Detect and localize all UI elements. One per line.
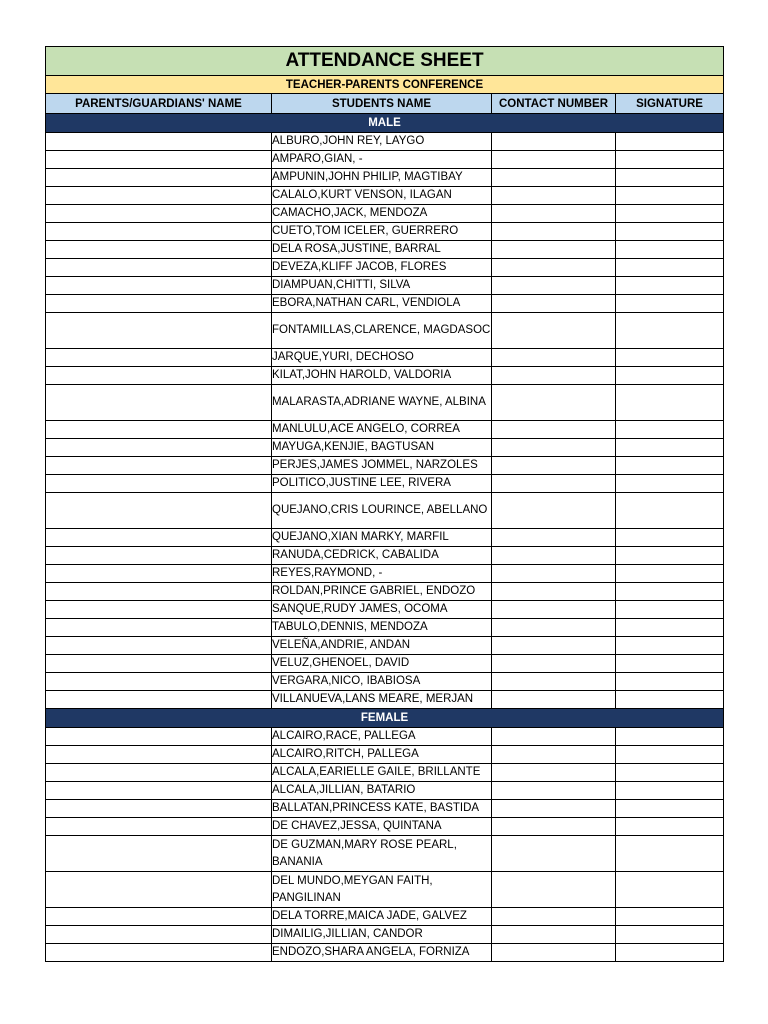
signature-cell[interactable] — [616, 872, 724, 908]
student-name-cell: MALARASTA,ADRIANE WAYNE, ALBINA — [272, 385, 492, 421]
student-name-cell: REYES,RAYMOND, - — [272, 565, 492, 583]
signature-cell[interactable] — [616, 457, 724, 475]
table-row — [46, 818, 724, 836]
contact-number-cell[interactable] — [492, 908, 616, 926]
contact-number-cell[interactable] — [492, 691, 616, 709]
table-row — [46, 800, 724, 818]
parent-name-cell[interactable] — [46, 764, 272, 782]
signature-cell[interactable] — [616, 367, 724, 385]
table-row — [46, 673, 724, 691]
student-name-cell: JARQUE,YURI, DECHOSO — [272, 349, 492, 367]
parent-name-cell[interactable] — [46, 619, 272, 637]
signature-cell[interactable] — [616, 764, 724, 782]
table-row — [46, 782, 724, 800]
parent-name-cell[interactable] — [46, 493, 272, 529]
parent-name-cell[interactable] — [46, 475, 272, 493]
parent-name-cell[interactable] — [46, 439, 272, 457]
parent-name-cell[interactable] — [46, 944, 272, 962]
contact-number-cell[interactable] — [492, 836, 616, 872]
table-row — [46, 439, 724, 457]
parent-name-cell[interactable] — [46, 529, 272, 547]
signature-cell[interactable] — [616, 439, 724, 457]
signature-cell[interactable] — [616, 565, 724, 583]
signature-cell[interactable] — [616, 800, 724, 818]
contact-number-cell[interactable] — [492, 277, 616, 295]
table-row — [46, 637, 724, 655]
table-row — [46, 457, 724, 475]
signature-cell[interactable] — [616, 187, 724, 205]
parent-name-cell[interactable] — [46, 169, 272, 187]
contact-number-cell[interactable] — [492, 133, 616, 151]
contact-number-cell[interactable] — [492, 295, 616, 313]
contact-number-cell[interactable] — [492, 583, 616, 601]
signature-cell[interactable] — [616, 475, 724, 493]
student-name-cell: ALCAIRO,RITCH, PALLEGA — [272, 746, 492, 764]
student-name-cell: DE GUZMAN,MARY ROSE PEARL, BANANIA — [272, 836, 492, 872]
student-name-cell: CAMACHO,JACK, MENDOZA — [272, 205, 492, 223]
student-name-cell: ALCAIRO,RACE, PALLEGA — [272, 728, 492, 746]
contact-number-cell[interactable] — [492, 385, 616, 421]
table-row — [46, 133, 724, 151]
student-name-cell: PERJES,JAMES JOMMEL, NARZOLES — [272, 457, 492, 475]
table-row — [46, 691, 724, 709]
contact-number-cell[interactable] — [492, 782, 616, 800]
table-row — [46, 764, 724, 782]
parent-name-cell[interactable] — [46, 908, 272, 926]
student-name-cell: ALBURO,JOHN REY, LAYGO — [272, 133, 492, 151]
student-name-cell: AMPUNIN,JOHN PHILIP, MAGTIBAY — [272, 169, 492, 187]
contact-number-cell[interactable] — [492, 872, 616, 908]
parent-name-cell[interactable] — [46, 457, 272, 475]
table-row — [46, 259, 724, 277]
contact-number-cell[interactable] — [492, 367, 616, 385]
signature-cell[interactable] — [616, 944, 724, 962]
table-row — [46, 295, 724, 313]
student-name-cell: MANLULU,ACE ANGELO, CORREA — [272, 421, 492, 439]
signature-cell[interactable] — [616, 151, 724, 169]
table-row — [46, 475, 724, 493]
parent-name-cell[interactable] — [46, 637, 272, 655]
student-name-cell: DELA ROSA,JUSTINE, BARRAL — [272, 241, 492, 259]
signature-cell[interactable] — [616, 818, 724, 836]
contact-number-cell[interactable] — [492, 313, 616, 349]
table-row — [46, 223, 724, 241]
signature-cell[interactable] — [616, 655, 724, 673]
section-row-male — [46, 114, 724, 133]
parent-name-cell[interactable] — [46, 728, 272, 746]
sheet-title: ATTENDANCE SHEET — [46, 47, 724, 76]
contact-number-cell[interactable] — [492, 619, 616, 637]
table-row — [46, 241, 724, 259]
column-header-contact: CONTACT NUMBER — [492, 94, 616, 114]
table-row — [46, 728, 724, 746]
student-name-cell: QUEJANO,XIAN MARKY, MARFIL — [272, 529, 492, 547]
student-name-cell: VELEÑA,ANDRIE, ANDAN — [272, 637, 492, 655]
signature-cell[interactable] — [616, 583, 724, 601]
contact-number-cell[interactable] — [492, 493, 616, 529]
attendance-table — [45, 46, 724, 962]
student-name-cell: DEL MUNDO,MEYGAN FAITH, PANGILINAN — [272, 872, 492, 908]
student-name-cell: DIMAILIG,JILLIAN, CANDOR — [272, 926, 492, 944]
parent-name-cell[interactable] — [46, 782, 272, 800]
contact-number-cell[interactable] — [492, 259, 616, 277]
parent-name-cell[interactable] — [46, 151, 272, 169]
signature-cell[interactable] — [616, 547, 724, 565]
parent-name-cell[interactable] — [46, 655, 272, 673]
parent-name-cell[interactable] — [46, 746, 272, 764]
student-name-cell: RANUDA,CEDRICK, CABALIDA — [272, 547, 492, 565]
section-row-female — [46, 709, 724, 728]
table-row — [46, 529, 724, 547]
column-header-row — [46, 94, 724, 114]
student-name-cell: BALLATAN,PRINCESS KATE, BASTIDA — [272, 800, 492, 818]
contact-number-cell[interactable] — [492, 728, 616, 746]
contact-number-cell[interactable] — [492, 764, 616, 782]
parent-name-cell[interactable] — [46, 133, 272, 151]
contact-number-cell[interactable] — [492, 565, 616, 583]
table-row — [46, 872, 724, 908]
table-row — [46, 349, 724, 367]
table-row — [46, 601, 724, 619]
signature-cell[interactable] — [616, 908, 724, 926]
signature-cell[interactable] — [616, 836, 724, 872]
signature-cell[interactable] — [616, 529, 724, 547]
student-name-cell: CUETO,TOM ICELER, GUERRERO — [272, 223, 492, 241]
table-row — [46, 746, 724, 764]
parent-name-cell[interactable] — [46, 872, 272, 908]
table-row — [46, 385, 724, 421]
table-row — [46, 908, 724, 926]
table-row — [46, 277, 724, 295]
student-name-cell: VELUZ,GHENOEL, DAVID — [272, 655, 492, 673]
signature-cell[interactable] — [616, 169, 724, 187]
student-name-cell: DELA TORRE,MAICA JADE, GALVEZ — [272, 908, 492, 926]
parent-name-cell[interactable] — [46, 601, 272, 619]
contact-number-cell[interactable] — [492, 187, 616, 205]
parent-name-cell[interactable] — [46, 259, 272, 277]
signature-cell[interactable] — [616, 421, 724, 439]
contact-number-cell[interactable] — [492, 151, 616, 169]
contact-number-cell[interactable] — [492, 421, 616, 439]
contact-number-cell[interactable] — [492, 475, 616, 493]
signature-cell[interactable] — [616, 637, 724, 655]
contact-number-cell[interactable] — [492, 800, 616, 818]
signature-cell[interactable] — [616, 493, 724, 529]
table-row — [46, 205, 724, 223]
signature-cell[interactable] — [616, 782, 724, 800]
contact-number-cell[interactable] — [492, 601, 616, 619]
table-row — [46, 619, 724, 637]
contact-number-cell[interactable] — [492, 223, 616, 241]
contact-number-cell[interactable] — [492, 637, 616, 655]
parent-name-cell[interactable] — [46, 836, 272, 872]
parent-name-cell[interactable] — [46, 187, 272, 205]
section-label: MALE — [46, 114, 724, 133]
student-name-cell: VERGARA,NICO, IBABIOSA — [272, 673, 492, 691]
table-row — [46, 151, 724, 169]
contact-number-cell[interactable] — [492, 944, 616, 962]
signature-cell[interactable] — [616, 385, 724, 421]
table-row — [46, 367, 724, 385]
signature-cell[interactable] — [616, 926, 724, 944]
signature-cell[interactable] — [616, 241, 724, 259]
student-name-cell: SANQUE,RUDY JAMES, OCOMA — [272, 601, 492, 619]
contact-number-cell[interactable] — [492, 926, 616, 944]
student-name-cell: DE CHAVEZ,JESSA, QUINTANA — [272, 818, 492, 836]
contact-number-cell[interactable] — [492, 169, 616, 187]
contact-number-cell[interactable] — [492, 529, 616, 547]
signature-cell[interactable] — [616, 349, 724, 367]
parent-name-cell[interactable] — [46, 313, 272, 349]
signature-cell[interactable] — [616, 601, 724, 619]
parent-name-cell[interactable] — [46, 295, 272, 313]
section-label: FEMALE — [46, 709, 724, 728]
table-row — [46, 493, 724, 529]
student-name-cell: AMPARO,GIAN, - — [272, 151, 492, 169]
parent-name-cell[interactable] — [46, 205, 272, 223]
student-name-cell: CALALO,KURT VENSON, ILAGAN — [272, 187, 492, 205]
parent-name-cell[interactable] — [46, 583, 272, 601]
student-name-cell: POLITICO,JUSTINE LEE, RIVERA — [272, 475, 492, 493]
signature-cell[interactable] — [616, 746, 724, 764]
student-name-cell: ALCALA,EARIELLE GAILE, BRILLANTE — [272, 764, 492, 782]
table-row — [46, 565, 724, 583]
student-name-cell: VILLANUEVA,LANS MEARE, MERJAN — [272, 691, 492, 709]
parent-name-cell[interactable] — [46, 223, 272, 241]
table-row — [46, 547, 724, 565]
contact-number-cell[interactable] — [492, 673, 616, 691]
student-name-cell: QUEJANO,CRIS LOURINCE, ABELLANO — [272, 493, 492, 529]
student-name-cell: ALCALA,JILLIAN, BATARIO — [272, 782, 492, 800]
sheet-subtitle: TEACHER-PARENTS CONFERENCE — [46, 76, 724, 94]
table-row — [46, 836, 724, 872]
table-row — [46, 655, 724, 673]
parent-name-cell[interactable] — [46, 926, 272, 944]
student-name-cell: MAYUGA,KENJIE, BAGTUSAN — [272, 439, 492, 457]
subtitle-row — [46, 76, 724, 94]
contact-number-cell[interactable] — [492, 205, 616, 223]
table-row — [46, 926, 724, 944]
signature-cell[interactable] — [616, 295, 724, 313]
student-name-cell: ROLDAN,PRINCE GABRIEL, ENDOZO — [272, 583, 492, 601]
signature-cell[interactable] — [616, 277, 724, 295]
student-name-cell: KILAT,JOHN HAROLD, VALDORIA — [272, 367, 492, 385]
parent-name-cell[interactable] — [46, 547, 272, 565]
table-row — [46, 944, 724, 962]
table-row — [46, 187, 724, 205]
signature-cell[interactable] — [616, 691, 724, 709]
parent-name-cell[interactable] — [46, 385, 272, 421]
contact-number-cell[interactable] — [492, 547, 616, 565]
parent-name-cell[interactable] — [46, 565, 272, 583]
contact-number-cell[interactable] — [492, 457, 616, 475]
signature-cell[interactable] — [616, 223, 724, 241]
signature-cell[interactable] — [616, 673, 724, 691]
title-row — [46, 47, 724, 76]
column-header-signature: SIGNATURE — [616, 94, 724, 114]
parent-name-cell[interactable] — [46, 367, 272, 385]
student-name-cell: EBORA,NATHAN CARL, VENDIOLA — [272, 295, 492, 313]
signature-cell[interactable] — [616, 133, 724, 151]
contact-number-cell[interactable] — [492, 439, 616, 457]
column-header-parents: PARENTS/GUARDIANS' NAME — [46, 94, 272, 114]
student-name-cell: DIAMPUAN,CHITTI, SILVA — [272, 277, 492, 295]
signature-cell[interactable] — [616, 619, 724, 637]
signature-cell[interactable] — [616, 259, 724, 277]
contact-number-cell[interactable] — [492, 746, 616, 764]
student-name-cell: TABULO,DENNIS, MENDOZA — [272, 619, 492, 637]
contact-number-cell[interactable] — [492, 818, 616, 836]
contact-number-cell[interactable] — [492, 655, 616, 673]
table-row — [46, 169, 724, 187]
contact-number-cell[interactable] — [492, 241, 616, 259]
parent-name-cell[interactable] — [46, 349, 272, 367]
parent-name-cell[interactable] — [46, 673, 272, 691]
student-name-cell: FONTAMILLAS,CLARENCE, MAGDASOC — [272, 313, 492, 349]
contact-number-cell[interactable] — [492, 349, 616, 367]
parent-name-cell[interactable] — [46, 691, 272, 709]
column-header-students: STUDENTS NAME — [272, 94, 492, 114]
table-row — [46, 313, 724, 349]
parent-name-cell[interactable] — [46, 421, 272, 439]
parent-name-cell[interactable] — [46, 800, 272, 818]
signature-cell[interactable] — [616, 728, 724, 746]
signature-cell[interactable] — [616, 313, 724, 349]
signature-cell[interactable] — [616, 205, 724, 223]
parent-name-cell[interactable] — [46, 818, 272, 836]
parent-name-cell[interactable] — [46, 277, 272, 295]
parent-name-cell[interactable] — [46, 241, 272, 259]
student-name-cell: ENDOZO,SHARA ANGELA, FORNIZA — [272, 944, 492, 962]
student-name-cell: DEVEZA,KLIFF JACOB, FLORES — [272, 259, 492, 277]
table-row — [46, 583, 724, 601]
table-row — [46, 421, 724, 439]
